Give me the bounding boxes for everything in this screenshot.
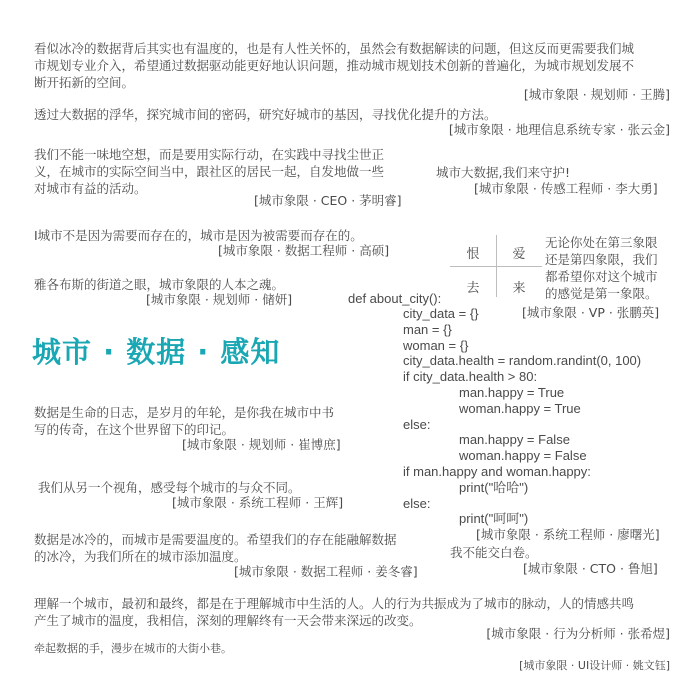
quote-wang-teng <box>34 40 674 91</box>
signature-zhang-xiyu: [城市象限 · 行为分析师 · 张希煜] <box>486 626 670 641</box>
quote-line: 断开拓新的空间。 <box>34 75 135 90</box>
quote-line: 理解一个城市，最初和最终，都是在于理解城市中生活的人。人的行为共振成为了城市的脉动，人的情感共鸣 <box>34 596 635 611</box>
quote-line: 的冰冷，为我们所在的城市添加温度。 <box>34 549 247 564</box>
quote-line: I城市不是因为需要而存在的，城市是因为被需要而存在的。 <box>34 228 363 243</box>
signature-mao-mingrui: [城市象限 · CEO · 茅明睿] <box>254 193 402 208</box>
code-line: print("哈哈") <box>459 479 529 495</box>
code-line: if city_data.health > 80: <box>403 369 538 385</box>
quote-line: 牵起数据的手，漫步在城市的大街小巷。 <box>34 642 232 655</box>
quote-line: 我们不能一味地空想，而是要用实际行动，在实践中寻找尘世正 <box>34 147 385 162</box>
quadrant-label-hate: 恨 <box>466 247 480 262</box>
code-block <box>348 291 441 307</box>
quote-li-dayong <box>436 164 570 181</box>
quote-yao-wenyu <box>34 640 232 657</box>
quote-chu-yan <box>34 276 284 293</box>
emotion-quadrant <box>450 235 542 297</box>
signature-li-dayong: [城市象限 · 传感工程师 · 李大勇] <box>474 181 658 196</box>
code-body <box>403 306 641 527</box>
code-line: woman = {} <box>403 337 469 353</box>
quadrant-label-go: 去 <box>466 281 480 296</box>
quote-line: 无论你处在第三象限 <box>545 235 658 250</box>
signature-liao-shuguang: [城市象限 · 系统工程师 · 廖曙光] <box>476 527 660 542</box>
quote-line: 义，在城市的实际空间当中，跟社区的居民一起，自发地做一些 <box>34 164 385 179</box>
quote-line: 还是第四象限，我们 <box>545 252 658 267</box>
quote-line: 雅各布斯的街道之眼，城市象限的人本之魂。 <box>34 277 285 292</box>
code-line: print("呵呵") <box>459 511 529 527</box>
quote-lu-xu <box>450 544 538 561</box>
quote-line: 我不能交白卷。 <box>450 545 538 560</box>
code-line: city_data.health = random.randint(0, 100) <box>403 353 642 369</box>
signature-wang-teng: [城市象限 · 规划师 · 王腾] <box>523 87 670 102</box>
code-line: woman.happy = True <box>459 400 581 416</box>
quote-line: 都希望你对这个城市 <box>545 269 658 284</box>
code-line: else: <box>403 495 431 511</box>
quadrant-label-come: 来 <box>512 281 526 296</box>
signature-gao-shuo: [城市象限 · 数据工程师 · 高硕] <box>218 243 390 258</box>
quote-line: 写的传奇，在这个世界留下的印记。 <box>34 422 235 437</box>
code-line: woman.happy = False <box>459 448 587 464</box>
code-line: def about_city(): <box>348 291 442 306</box>
quadrant-label-love: 爱 <box>512 247 526 262</box>
code-line: man.happy = False <box>459 432 570 448</box>
signature-zhang-yunjin: [城市象限 · 地理信息系统专家 · 张云金] <box>448 122 670 137</box>
quote-line: 市规划专业介入，希望通过数据驱动能更好地认识问题，推动城市规划技术创新的普遍化，为城市规划发展不 <box>34 58 635 73</box>
signature-cui-boshu: [城市象限 · 规划师 · 崔博庶] <box>182 437 341 452</box>
code-line: city_data = {} <box>403 306 479 321</box>
quote-line: 的感觉是第一象限。 <box>545 286 658 301</box>
signature-jiang-dongrui: [城市象限 · 数据工程师 · 姜冬睿] <box>234 564 418 579</box>
quote-jiang-dongrui <box>34 531 434 565</box>
quote-line: 城市大数据,我们来守护! <box>436 165 570 180</box>
signature-chu-yan: [城市象限 · 规划师 · 储妍] <box>146 292 293 307</box>
page-title: 城市 · 数据 · 感知 <box>32 335 281 369</box>
signature-lu-xu: [城市象限 · CTO · 鲁旭] <box>523 561 658 576</box>
quote-zhang-yunjin <box>34 106 674 123</box>
quote-line: 看似冰冷的数据背后其实也有温度的，也是有人性关怀的，虽然会有数据解读的问题，但这反而更需要我们城 <box>34 41 635 56</box>
quote-line: 透过大数据的浮华，探究城市间的密码，研究好城市的基因，寻找优化提升的方法。 <box>34 107 497 122</box>
quote-zhang-pengying <box>545 234 675 302</box>
quote-line: 数据是冰冷的，而城市是需要温度的。希望我们的存在能融解数据 <box>34 532 397 547</box>
quote-mao-mingrui <box>34 146 414 197</box>
quote-cui-boshu <box>34 404 364 438</box>
quote-gao-shuo <box>34 227 414 244</box>
quote-line: 我们从另一个视角，感受每个城市的与众不同。 <box>38 480 301 495</box>
signature-wang-hui: [城市象限 · 系统工程师 · 王辉] <box>172 495 344 510</box>
code-line: man = {} <box>403 321 452 337</box>
code-line: if man.happy and woman.happy: <box>403 463 591 479</box>
quote-line: 数据是生命的日志，是岁月的年轮，是你我在城市中书 <box>34 405 335 420</box>
code-line: man.happy = True <box>459 384 565 400</box>
signature-yao-wenyu: [城市象限 · UI设计师 · 姚文钰] <box>519 659 670 672</box>
signature-zhang-pengying: [城市象限 · VP · 张鹏英] <box>522 305 660 320</box>
quote-zhang-xiyu <box>34 595 674 629</box>
code-line: else: <box>403 416 431 432</box>
quote-line: 产生了城市的温度，我相信，深刻的理解终有一天会带来深远的改变。 <box>34 613 422 628</box>
quote-wang-hui <box>38 479 301 496</box>
quote-line: 对城市有益的活动。 <box>34 181 147 196</box>
